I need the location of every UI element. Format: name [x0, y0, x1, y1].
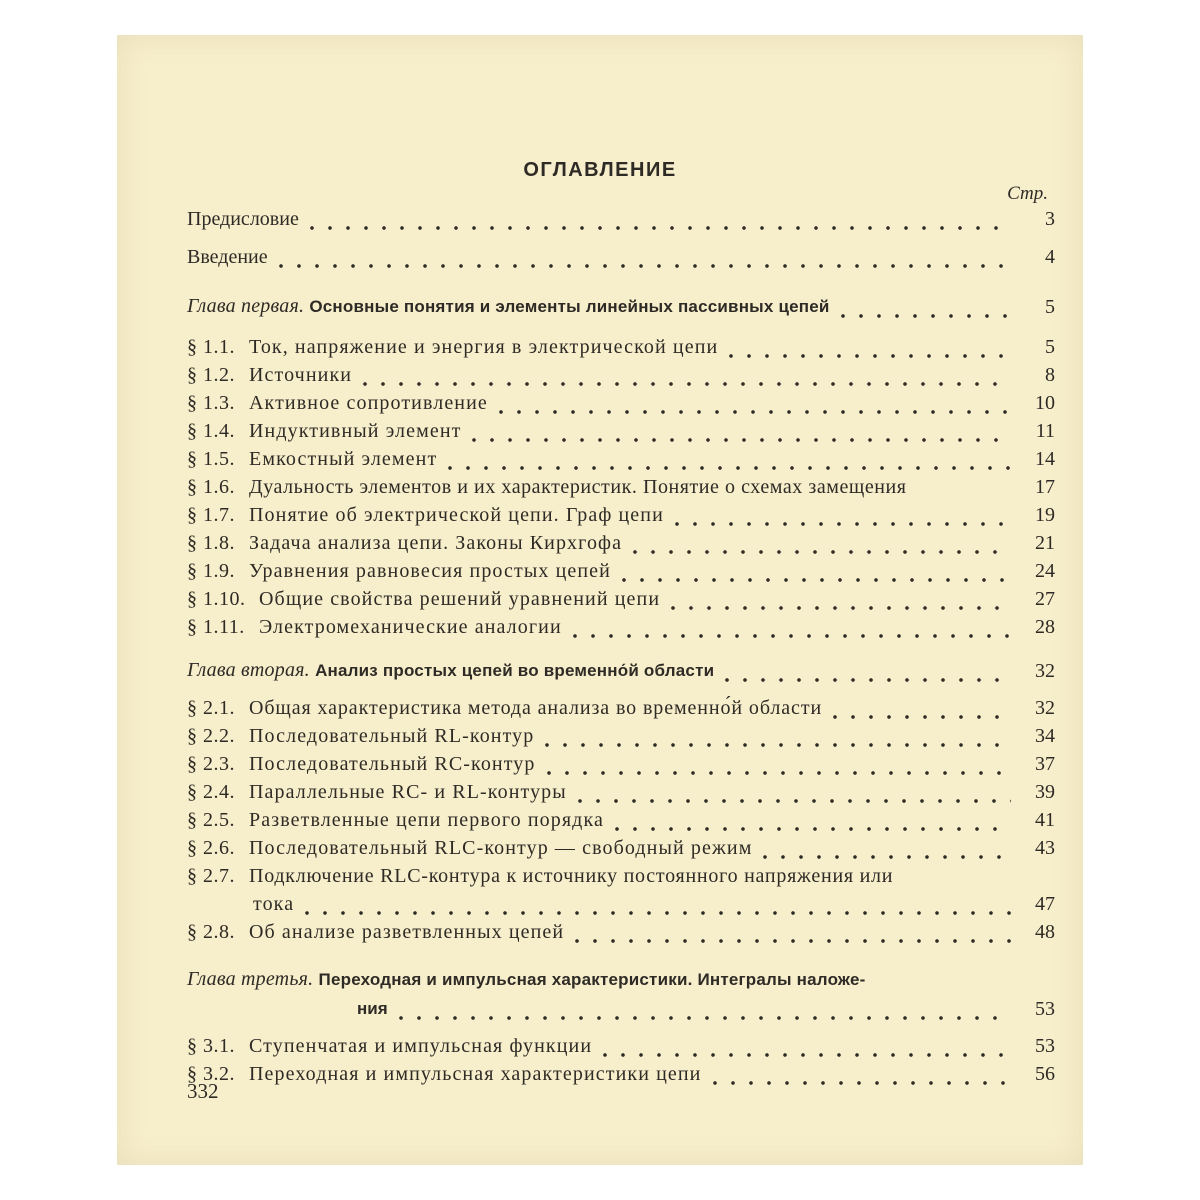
section-number: § 3.1. [187, 1035, 235, 1057]
toc-chapter-1 [187, 291, 1055, 319]
chapter-label: Глава первая. [187, 295, 305, 317]
section-title: Активное сопротивление [249, 392, 488, 414]
chapter-title: Переходная и импульсная характеристики. Интегралы наложе- [318, 970, 866, 989]
section-title: Электромеханические аналогии [259, 616, 562, 638]
entry-page: 10 [1035, 392, 1055, 414]
toc-section [187, 832, 1055, 860]
section-number: § 2.5. [187, 809, 235, 831]
dot-leader [718, 659, 1011, 683]
dot-leader [626, 531, 1011, 555]
entry-page: 53 [1035, 1035, 1055, 1057]
chapter-label: Глава вторая. [187, 659, 310, 681]
page-number: 332 [187, 1079, 219, 1103]
dot-leader [596, 1034, 1011, 1058]
section-title: Источники [249, 364, 353, 386]
entry-page: 3 [1045, 208, 1055, 230]
dot-leader [566, 615, 1011, 639]
entry-title: Введение [187, 246, 268, 268]
dot-leader [834, 295, 1011, 319]
entry-page: 11 [1035, 420, 1055, 442]
section-number: § 2.6. [187, 837, 235, 859]
section-title-continued: тока [253, 893, 295, 915]
entry-page: 43 [1035, 837, 1055, 859]
toc-entry-preface [187, 203, 1055, 231]
entry-page: 17 [1035, 476, 1055, 498]
entry-page: 34 [1035, 725, 1055, 747]
dot-leader [492, 391, 1011, 415]
toc-heading: ОГЛАВЛЕНИЕ [523, 159, 677, 181]
chapter-title-continued: ния [357, 999, 388, 1018]
toc-section-2-7-line2 [253, 888, 1055, 916]
section-title: Последовательный RL-контур [249, 725, 535, 747]
toc-entry-introduction [187, 241, 1055, 269]
dot-leader [298, 892, 1011, 916]
toc-chapter-3-line2 [357, 993, 1055, 1021]
toc-section [187, 720, 1055, 748]
entry-page: 39 [1035, 781, 1055, 803]
toc-section [187, 1030, 1055, 1058]
chapter-label: Глава третья. [187, 968, 314, 990]
dot-leader [303, 207, 1011, 231]
entry-page: 27 [1035, 588, 1055, 610]
entry-page: 19 [1035, 504, 1055, 526]
dot-leader [568, 920, 1011, 944]
section-title: Уравнения равновесия простых цепей [249, 560, 611, 582]
dot-leader [465, 419, 1011, 443]
toc-section [187, 331, 1055, 359]
entry-page: 24 [1035, 560, 1055, 582]
toc-section [187, 499, 1055, 527]
toc-section [187, 776, 1055, 804]
dot-leader [664, 587, 1011, 611]
chapter-title: Основные понятия и элементы линейных пассивных цепей [309, 297, 830, 316]
dot-leader [909, 475, 1013, 499]
dot-leader [615, 559, 1011, 583]
dot-leader [392, 997, 1011, 1021]
dot-leader [356, 363, 1011, 387]
toc-chapter-2 [187, 655, 1055, 683]
entry-title: Предисловие [187, 208, 299, 230]
section-number: § 1.11. [187, 616, 245, 638]
section-title: Дуальность элементов и их характеристик. Понятие о схемах замещения [249, 476, 907, 498]
section-number: § 1.8. [187, 532, 235, 554]
entry-page: 53 [1035, 998, 1055, 1020]
section-title: Об анализе разветвленных цепей [249, 921, 565, 943]
section-number: § 2.7. [187, 865, 235, 887]
section-number: § 1.10. [187, 588, 246, 610]
dot-leader [706, 1062, 1012, 1086]
toc-section [187, 387, 1055, 415]
section-number: § 1.1. [187, 336, 235, 358]
section-title: Общие свойства решений уравнений цепи [259, 588, 661, 610]
entry-page: 48 [1035, 921, 1055, 943]
entry-page: 28 [1035, 616, 1055, 638]
toc-chapter-3-line1 [187, 964, 987, 992]
page-column-label: Стр. [1007, 183, 1048, 204]
entry-page: 4 [1045, 246, 1055, 268]
dot-leader [540, 752, 1011, 776]
section-title: Разветвленные цепи первого порядка [249, 809, 604, 831]
section-title: Подключение RLC-контура к источнику постоянного напряжения или [249, 865, 894, 887]
chapter-title: Анализ простых цепей во временно́й области [315, 661, 715, 680]
section-number: § 1.4. [187, 420, 235, 442]
section-number: § 2.2. [187, 725, 235, 747]
dot-leader [826, 696, 1011, 720]
section-number: § 2.1. [187, 697, 235, 719]
entry-page: 32 [1035, 697, 1055, 719]
dot-leader [272, 245, 1011, 269]
section-number: § 1.6. [187, 476, 235, 498]
entry-page: 14 [1035, 448, 1055, 470]
toc-section [187, 555, 1055, 583]
section-number: § 1.9. [187, 560, 235, 582]
dot-leader [756, 836, 1011, 860]
toc-section [187, 611, 1055, 639]
toc-section [187, 916, 1055, 944]
section-title: Последовательный RLC-контур — свободный режим [249, 837, 753, 859]
section-number: § 1.3. [187, 392, 235, 414]
toc-section [187, 527, 1055, 555]
entry-page: 37 [1035, 753, 1055, 775]
entry-page: 47 [1035, 893, 1055, 915]
section-title: Понятие об электрической цепи. Граф цепи [249, 504, 664, 526]
toc-section-2-7-line1 [187, 860, 987, 888]
section-number: § 1.7. [187, 504, 235, 526]
section-title: Ступенчатая и импульсная функции [249, 1035, 593, 1057]
dot-leader [608, 808, 1011, 832]
section-title: Индуктивный элемент [249, 420, 462, 442]
section-number: § 1.2. [187, 364, 235, 386]
dot-leader [668, 503, 1011, 527]
toc-section [187, 471, 1055, 499]
toc-section [187, 443, 1055, 471]
entry-page: 8 [1045, 364, 1055, 386]
entry-page: 21 [1035, 532, 1055, 554]
toc-section [187, 583, 1055, 611]
dot-leader [571, 780, 1011, 804]
toc-section [187, 415, 1055, 443]
section-title: Задача анализа цепи. Законы Кирхгофа [249, 532, 623, 554]
section-number: § 1.5. [187, 448, 235, 470]
entry-page: 56 [1035, 1063, 1055, 1085]
section-number: § 2.8. [187, 921, 235, 943]
entry-page: 5 [1045, 296, 1055, 318]
toc-section [187, 1058, 1055, 1086]
section-title: Емкостный элемент [249, 448, 438, 470]
toc-section [187, 692, 1055, 720]
book-page [117, 35, 1083, 1165]
dot-leader [538, 724, 1011, 748]
dot-leader [441, 447, 1011, 471]
toc-section [187, 804, 1055, 832]
entry-page: 5 [1045, 336, 1055, 358]
toc-section [187, 748, 1055, 776]
section-number: § 2.3. [187, 753, 235, 775]
section-title: Параллельные RC- и RL-контуры [249, 781, 567, 803]
section-number: § 3.2. [187, 1063, 235, 1085]
entry-page: 41 [1035, 809, 1055, 831]
section-title: Переходная и импульсная характеристики цепи [249, 1063, 702, 1085]
section-title: Последовательный RC-контур [249, 753, 536, 775]
section-title: Ток, напряжение и энергия в электрической цепи [249, 336, 719, 358]
toc-section [187, 359, 1055, 387]
dot-leader [722, 335, 1011, 359]
section-title: Общая характеристика метода анализа во временно́й области [249, 697, 823, 719]
section-number: § 2.4. [187, 781, 235, 803]
entry-page: 32 [1035, 660, 1055, 682]
